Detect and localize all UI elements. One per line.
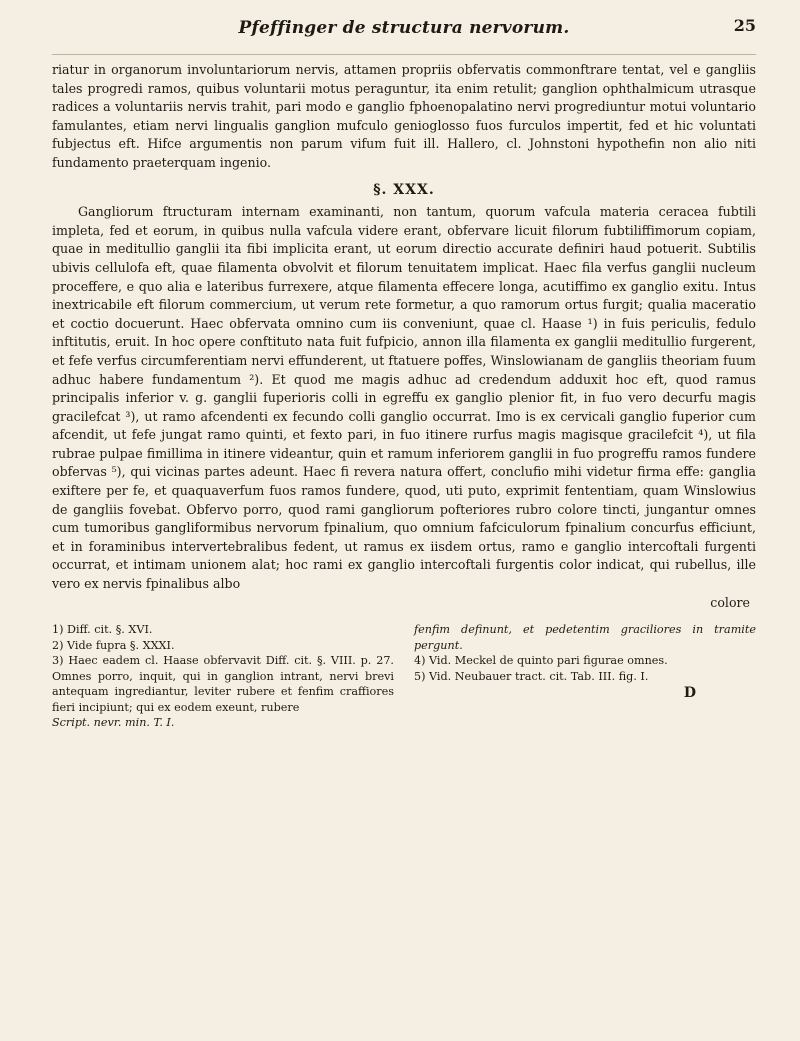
main-text <box>52 61 756 594</box>
footnote-3: 3) Haec eadem cl. Haase obfervavit Diff. cit. §. VIII. p. 27. Omnes porro, inquit, qui in ganglion intrant, nervi brevi antequam ingrediantur, leviter rubere et fenfim craffiores fieri incipiunt; qui ex eodem exeunt, rubere <box>52 654 394 714</box>
footnote-4: 4) Vid. Meckel de quinto pari figurae omnes. <box>414 654 668 668</box>
signature-mark: D <box>683 685 696 702</box>
page-number: 25 <box>733 16 756 35</box>
paragraph-2: Gangliorum ftructuram internam examinanti, non tantum, quorum vafcula materia ceracea fubtili impleta, fed et eorum, in quibus nulla vafcula videre erant, obfervare licuit filorum fubtiliffimorum copiam, quae in meditullio ganglii ita fibi implicita erant, ut eorum directio accurate definiri haud potuerit. Subtilis ubivis cellulofa eft, quae filamenta obvolvit et filorum tenuitatem implicat. Haec fila verfus ganglii nucleum proceffere, e quo alia e lateribus furrexere, atque filamenta effecere longa, acutiffimo ex ganglio exitu. Intus inextricabile eft filorum commercium, ut verum rete formetur, a quo ramorum ortus furgit; qualia maceratio et coctio docuerunt. Haec obfervata omnino cum iis conveniunt, quae cl. Haase ¹) in fuis periculis, fedulo inftitutis, eruit. In hoc opere conftituto nata fuit fufpicio, annon illa filamenta ex ganglii meditullio furgerent, et fefe verfus circumferentiam nervi effunderent, ut ftatuere poffes, Winslowianam de gangliis theoriam fuum adhuc habere fundamentum ²). Et quod me magis adhuc ad credendum adduxit hoc eft, quod ramus principalis inferior v. g. ganglii fuperioris colli in egreffu ex ganglio plenior fit, in fuo vero decurfu magis gracilefcat ³), ut ramo afcendenti ex fecundo colli ganglio occurrat. Imo is ex cervicali ganglio fuperior cum afcendit, ut fefe jungat ramo quinti, et fexto pari, in fuo itinere rurfus magis magisque gracilefcit ⁴), ut fila rubrae pulpae fimillima in itinere videantur, quin et ramum inferiorem ganglii in fuo progreffu ramos fundere obfervas ⁵), qui vicinas partes adeunt. Haec fi revera natura offert, conclufio mihi videtur firma effe: ganglia exiftere per fe, et quaquaverfum fuos ramos fundere, quod, uti puto, exprimit fententiam, quam Winslowius de gangliis fovebat. Obfervo porro, quod rami gangliorum pofteriores rubro colore tincti, jungantur omnes cum tumoribus gangliformibus nervorum fpinalium, quo omnium fafciculorum fpinalium concurfus efficiunt, et in foraminibus intervertebralibus fedent, ut ramus ex iisdem ortus, ramo e ganglio intercoftali furgenti occurrat, et intimam unionem alat; hoc rami ex ganglio intercoftali furgentis color indicat, qui rubellus, ille vero ex nervis fpinalibus albo <box>52 204 756 592</box>
footnotes <box>52 622 756 731</box>
footnote-3-continued: fenfim definunt, et pedetentim graciliores in tramite pergunt. <box>414 623 756 652</box>
footnote-1: 1) Diff. cit. §. XVI. <box>52 623 153 637</box>
running-title: Pfeffinger de structura nervorum. <box>238 18 570 38</box>
footnote-5: 5) Vid. Neubauer tract. cit. Tab. III. fig. I. <box>414 669 649 683</box>
series-title: Script. nevr. min. T. I. <box>52 716 175 730</box>
section-heading: §. XXX. <box>373 181 435 198</box>
continuation-word: colore <box>710 594 750 610</box>
footnotes-right-column <box>414 622 756 731</box>
paragraph-1: riatur in organorum involuntariorum nervis, attamen propriis obfervatis commonftrare tentat, vel e gangliis tales progredi ramos, quibus voluntarii motus peraguntur, ita enim retulit; ganglion ophthalmicum utrasque radices a voluntariis nervis trahit, pari modo e ganglio fphoenopalatino nervi progrediuntur motui voluntario famulantes, etiam nervi lingualis ganglion mufculo genioglosso fuos furculos impertit, fed et hic voluntati fubjectus eft. Hifce argumentis non parum vifum fuit ill. Hallero, cl. Johnstoni hypothefin non alio niti fundamento praeterquam ingenio. <box>52 62 756 170</box>
footnote-2: 2) Vide fupra §. XXXI. <box>52 638 175 652</box>
running-header <box>52 14 756 55</box>
footnotes-left-column <box>52 622 394 731</box>
